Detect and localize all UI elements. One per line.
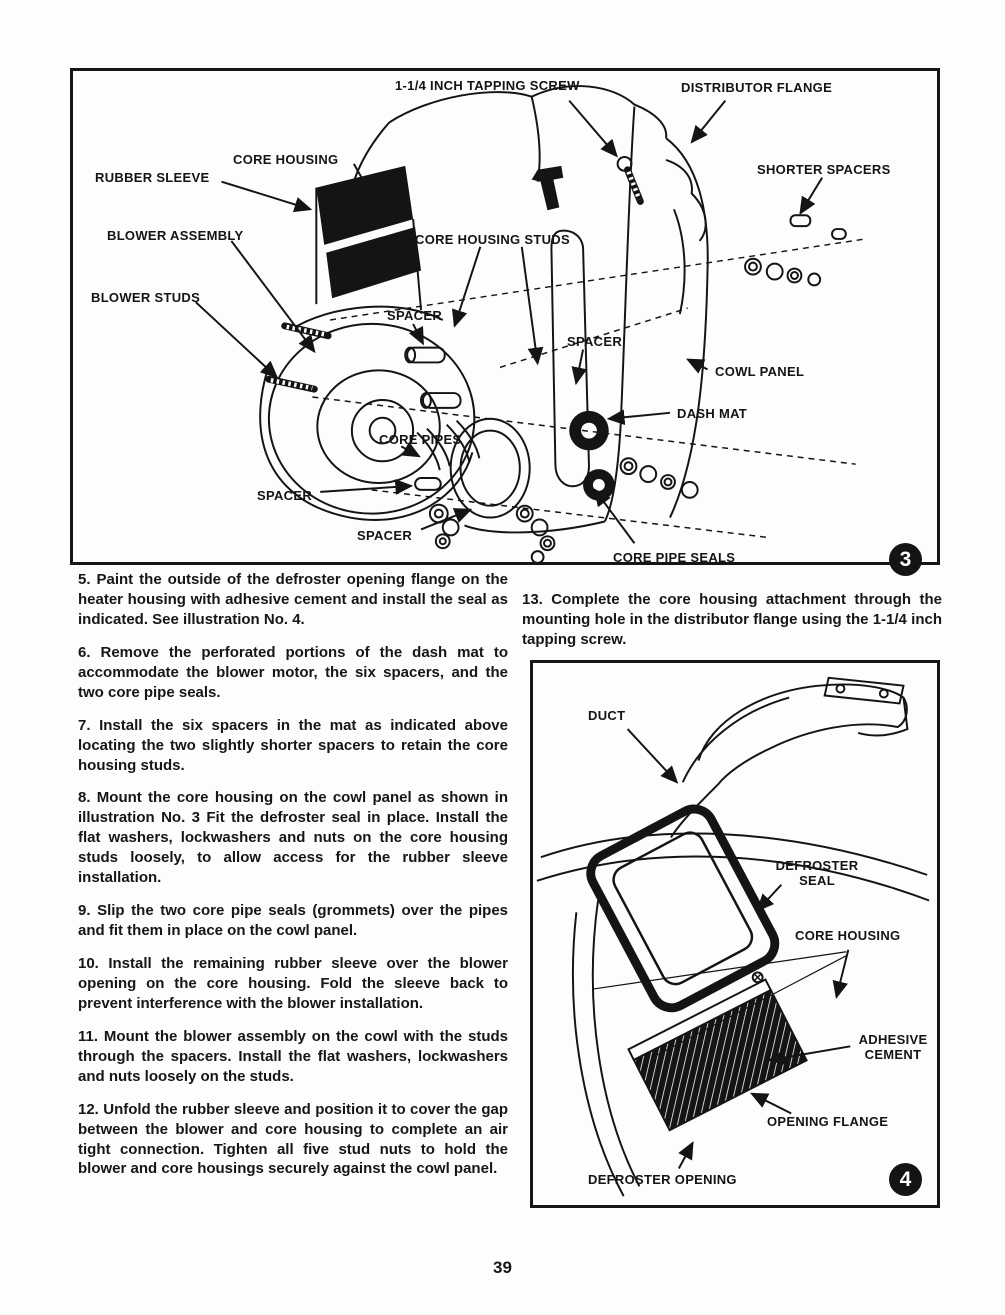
step-11: 11. Mount the blower assembly on the cowl with the studs through the spacers. Install the flat washers, lockwashers and nuts loosely on the studs.	[78, 1027, 508, 1085]
label-cowl-panel: COWL PANEL	[715, 364, 805, 379]
label-tapping-screw: 1-1/4 INCH TAPPING SCREW	[395, 78, 580, 93]
figure-3-badge: 3	[889, 543, 922, 576]
figure-3	[70, 68, 940, 571]
label-core-housing: CORE HOUSING	[233, 152, 339, 167]
label-distributor-flange: DISTRIBUTOR FLANGE	[681, 80, 833, 95]
label-opening-flange: OPENING FLANGE	[767, 1114, 889, 1129]
figure-4-badge: 4	[889, 1163, 922, 1196]
label-spacer-top: SPACER	[387, 308, 443, 323]
label-spacer-bottom: SPACER	[357, 528, 413, 543]
page-number: 39	[493, 1258, 512, 1277]
step-10: 10. Install the remaining rubber sleeve over the blower opening on the core housing. Fold the sleeve back to prevent interference with the blower installation.	[78, 955, 508, 1012]
figure-4	[530, 660, 940, 1208]
label-core-housing-fig4: CORE HOUSING	[795, 928, 901, 943]
label-core-pipes: CORE PIPES	[379, 432, 462, 447]
instructions-left-column	[78, 570, 508, 1192]
label-duct: DUCT	[588, 708, 626, 723]
label-defroster-seal: DEFROSTER SEAL	[775, 858, 859, 888]
step-8: 8. Mount the core housing on the cowl panel as shown in illustration No. 3 Fit the defroster seal in place. Install the flat washers, lockwashers and nuts on the core housing studs loosely, to allow access for the rubber sleeve installation.	[78, 789, 508, 887]
step-5: 5. Paint the outside of the defroster opening flange on the heater housing with adhesive cement and install the seal as indicated. See illustration No. 4.	[78, 571, 508, 628]
step-6: 6. Remove the perforated portions of the dash mat to accommodate the blower motor, the six spacers, and the two core pipe seals.	[78, 643, 508, 701]
label-blower-assembly: BLOWER ASSEMBLY	[107, 228, 244, 243]
label-dash-mat: DASH MAT	[677, 406, 748, 421]
label-defroster-opening: DEFROSTER OPENING	[588, 1172, 737, 1187]
label-rubber-sleeve: RUBBER SLEEVE	[95, 170, 210, 185]
step-7: 7. Install the six spacers in the mat as indicated above locating the two slightly shorter spacers to retain the core housing studs.	[78, 716, 508, 774]
label-core-housing-studs: CORE HOUSING STUDS	[415, 232, 570, 247]
label-core-pipe-seals: CORE PIPE SEALS	[613, 550, 736, 565]
instructions-right-column	[522, 590, 942, 663]
label-adhesive-cement: ADHESIVE CEMENT	[858, 1032, 928, 1062]
step-13: 13. Complete the core housing attachment through the mounting hole in the distributor flange using the 1-1/4 inch tapping screw.	[522, 591, 942, 648]
label-spacer-mid: SPACER	[567, 334, 623, 349]
exploded-view-illustration	[73, 71, 937, 562]
step-12: 12. Unfold the rubber sleeve and position it to cover the gap between the blower and core housing to complete an air tight connection. Tighten all five stud nuts to hold the blower and core housings securely against the cowl panel.	[78, 1100, 508, 1178]
label-blower-studs: BLOWER STUDS	[91, 290, 201, 305]
label-shorter-spacers: SHORTER SPACERS	[757, 162, 891, 177]
label-spacer-lower: SPACER	[257, 488, 313, 503]
step-9: 9. Slip the two core pipe seals (grommets) over the pipes and fit them in place on the cowl panel.	[78, 902, 508, 940]
